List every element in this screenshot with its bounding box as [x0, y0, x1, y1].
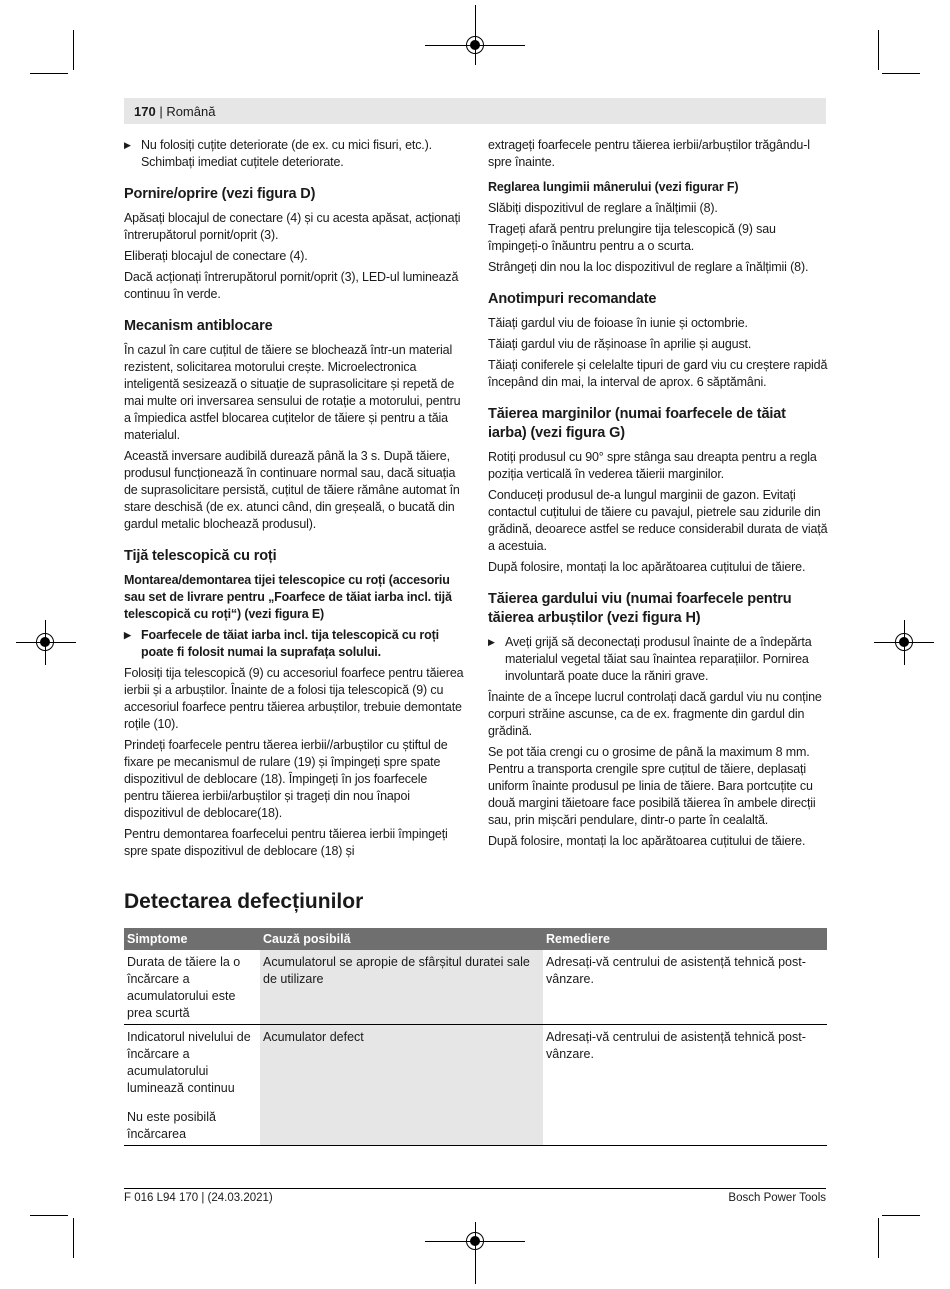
- paragraph: Pentru demontarea foarfecelui pentru tăierea ierbii împingeți spre spate dispozitivul de deblocare (18) și: [124, 827, 448, 858]
- column-header: Simptome: [124, 928, 260, 950]
- symptom-cell: Durata de tăiere la o încărcare a acumulatorului este prea scurtă: [124, 950, 260, 1025]
- paragraph: După folosire, montați la loc apărătoarea cuțitului de tăiere.: [488, 834, 806, 848]
- crop-mark: [30, 1215, 68, 1216]
- footer-divider: [124, 1188, 826, 1189]
- crop-mark: [30, 73, 68, 74]
- table-header-row: [124, 928, 827, 950]
- column-header: Remediere: [543, 928, 827, 950]
- table-row: [124, 1025, 827, 1146]
- registration-mark-icon: [466, 1232, 484, 1250]
- subsection-heading: Montarea/demontarea tijei telescopice cu roți (accesoriu sau set de livrare pentru „Foarfece de tăiat iarba incl. tijă telescopică cu roți“) (vezi figura E): [124, 573, 452, 621]
- paragraph: Înainte de a începe lucrul controlați dacă gardul viu nu conține corpuri străine ascunse, ca de ex. fragmente din gardul din grădină.: [488, 690, 822, 738]
- paragraph: Strângeți din nou la loc dispozitivul de reglare a înălțimii (8).: [488, 260, 809, 274]
- section-heading: Tăierea marginilor (numai foarfecele de tăiat iarba) (vezi figura G): [488, 406, 786, 441]
- warning-bullet: ▶ Aveți grijă să deconectați produsul înainte de a îndepărta materialul vegetal tăiat sau înaintea reparațiilor. Pornirea involuntară poate duce la răniri grave.: [488, 634, 828, 685]
- cause-cell: Acumulator defect: [260, 1025, 543, 1146]
- paragraph: Tăiați coniferele și celelalte tipuri de gard viu cu creștere rapidă începând din mai, la interval de aprox. 6 săptămâni.: [488, 358, 828, 389]
- remedy-cell: Adresați-vă centrului de asistență tehnică post-vânzare.: [543, 950, 827, 1025]
- cause-cell: Acumulatorul se apropie de sfârșitul duratei sale de utilizare: [260, 950, 543, 1025]
- troubleshooting-title: Detectarea defecțiunilor: [124, 890, 364, 913]
- registration-mark-icon: [895, 633, 913, 651]
- crop-mark: [878, 30, 879, 70]
- page-header-bar: [124, 98, 826, 124]
- paragraph: extrageți foarfecele pentru tăierea ierbii/arbuștilor trăgându-l spre înainte.: [488, 138, 810, 169]
- paragraph: Conduceți produsul de-a lungul marginii de gazon. Evitați contactul cuțitului de tăiere cu pavajul, pietrele sau zidurile din grădină, deoarece astfel se reduce considerabil durata de viață a acestuia.: [488, 488, 828, 553]
- warning-bullet: ▶ Foarfecele de tăiat iarba incl. tija telescopică cu roți poate fi folosit numai la suprafața solului.: [124, 627, 464, 661]
- brand-name: Bosch Power Tools: [728, 1192, 826, 1204]
- page-number: 170: [134, 104, 156, 119]
- page-header: 170 | Română: [134, 104, 216, 119]
- subsection-heading: Reglarea lungimii mânerului (vezi figurar F): [488, 180, 739, 194]
- registration-mark-icon: [36, 633, 54, 651]
- paragraph: Dacă acționați întrerupătorul pornit/oprit (3), LED-ul luminează continuu în verde.: [124, 270, 459, 301]
- troubleshooting-table: [124, 928, 827, 1146]
- symptom-text: Nu este posibilă încărcarea: [127, 1110, 216, 1141]
- column-header: Cauză posibilă: [260, 928, 543, 950]
- crop-mark: [878, 1218, 879, 1258]
- paragraph: Tăiați gardul viu de rășinoase în aprilie și august.: [488, 337, 752, 351]
- symptom-cell: [124, 1025, 260, 1146]
- language-label: Română: [166, 104, 216, 119]
- section-heading: Mecanism antiblocare: [124, 318, 273, 334]
- paragraph: Folosiți tija telescopică (9) cu accesoriul foarfece pentru tăierea ierbii și a arbuștilor. Înainte de a folosi tija telescopică (9) cu accesoriul foarfece pentru tăierea arbuștilor, trebuie demontate roțile (10).: [124, 666, 464, 731]
- section-heading: Tăierea gardului viu (numai foarfecele pentru tăierea arbuștilor (vezi figura H): [488, 591, 792, 626]
- paragraph: Trageți afară pentru prelungire tija telescopică (9) sau împingeți-o înăuntru pentru a o scurta.: [488, 222, 776, 253]
- crop-mark: [73, 30, 74, 70]
- right-column: [488, 137, 828, 854]
- warning-bullet: ▶ Nu folosiți cuțite deteriorate (de ex. cu mici fisuri, etc.). Schimbați imediat cuțitele deteriorate.: [124, 137, 464, 171]
- paragraph: Apăsați blocajul de conectare (4) și cu acesta apăsat, acționați întrerupătorul pornit/oprit (3).: [124, 211, 461, 242]
- symptom-text: Indicatorul nivelului de încărcare a acumulatorului luminează continuu: [127, 1030, 251, 1095]
- crop-mark: [73, 1218, 74, 1258]
- section-heading: Pornire/oprire (vezi figura D): [124, 186, 316, 202]
- section-heading: Anotimpuri recomandate: [488, 291, 657, 307]
- paragraph: Rotiți produsul cu 90° spre stânga sau dreapta pentru a regla poziția verticală în vederea tăierii marginilor.: [488, 450, 817, 481]
- paragraph: Prindeți foarfecele pentru tăerea ierbii//arbuștilor cu știftul de fixare pe mecanismul de rulare (19) și împingeți spre spate dispozitivul de deblocare (18). Împingeți în jos foarfecele pentru tăierea ierbii/arbuștilor și trageți din nou înapoi dispozitivul de deblocare(18).: [124, 738, 448, 820]
- left-column: [124, 137, 464, 864]
- section-heading: Tijă telescopică cu roți: [124, 548, 277, 564]
- paragraph: Se pot tăia crengi cu o grosime de până la maximum 8 mm. Pentru a transporta crengile spre cuțitul de tăiere, deplasați uniform înainte produsul pe linia de tăiere. Bara portcuțite cu două margini tăietoare face posibilă tăierea în ambele direcții sau, prin mișcări pendulare, dintr-o parte în cealaltă.: [488, 745, 816, 827]
- registration-line: [475, 5, 476, 65]
- paragraph: După folosire, montați la loc apărătoarea cuțitului de tăiere.: [488, 560, 806, 574]
- paragraph: Tăiați gardul viu de foioase în iunie și octombrie.: [488, 316, 748, 330]
- crop-mark: [882, 73, 920, 74]
- paragraph: Eliberați blocajul de conectare (4).: [124, 249, 308, 263]
- paragraph: În cazul în care cuțitul de tăiere se blochează într-un material rezistent, solicitarea motorului crește. Microelectronica inteligentă sesizează o situație de suprasolicitare și repetă de mai multe ori inversarea sensului de rotație a motorului, pentru a împiedica astfel blocarea cuțitelor de tăiere și pentru a tăia materialul.: [124, 343, 461, 442]
- paragraph: Această inversare audibilă durează până la 3 s. După tăiere, produsul funcționează în continuare normal sau, dacă situația de suprasolicitare persistă, cuțitul de tăiere rămâne automat în stare deschisă (de ex. atunci când, din greșeală, o bucată din gardul metalic blochează produsul).: [124, 449, 460, 531]
- table-row: [124, 950, 827, 1025]
- paragraph: Slăbiți dispozitivul de reglare a înălțimii (8).: [488, 201, 718, 215]
- crop-mark: [882, 1215, 920, 1216]
- document-code: F 016 L94 170 | (24.03.2021): [124, 1192, 273, 1204]
- remedy-cell: Adresați-vă centrului de asistență tehnică post-vânzare.: [543, 1025, 827, 1146]
- registration-mark-icon: [466, 36, 484, 54]
